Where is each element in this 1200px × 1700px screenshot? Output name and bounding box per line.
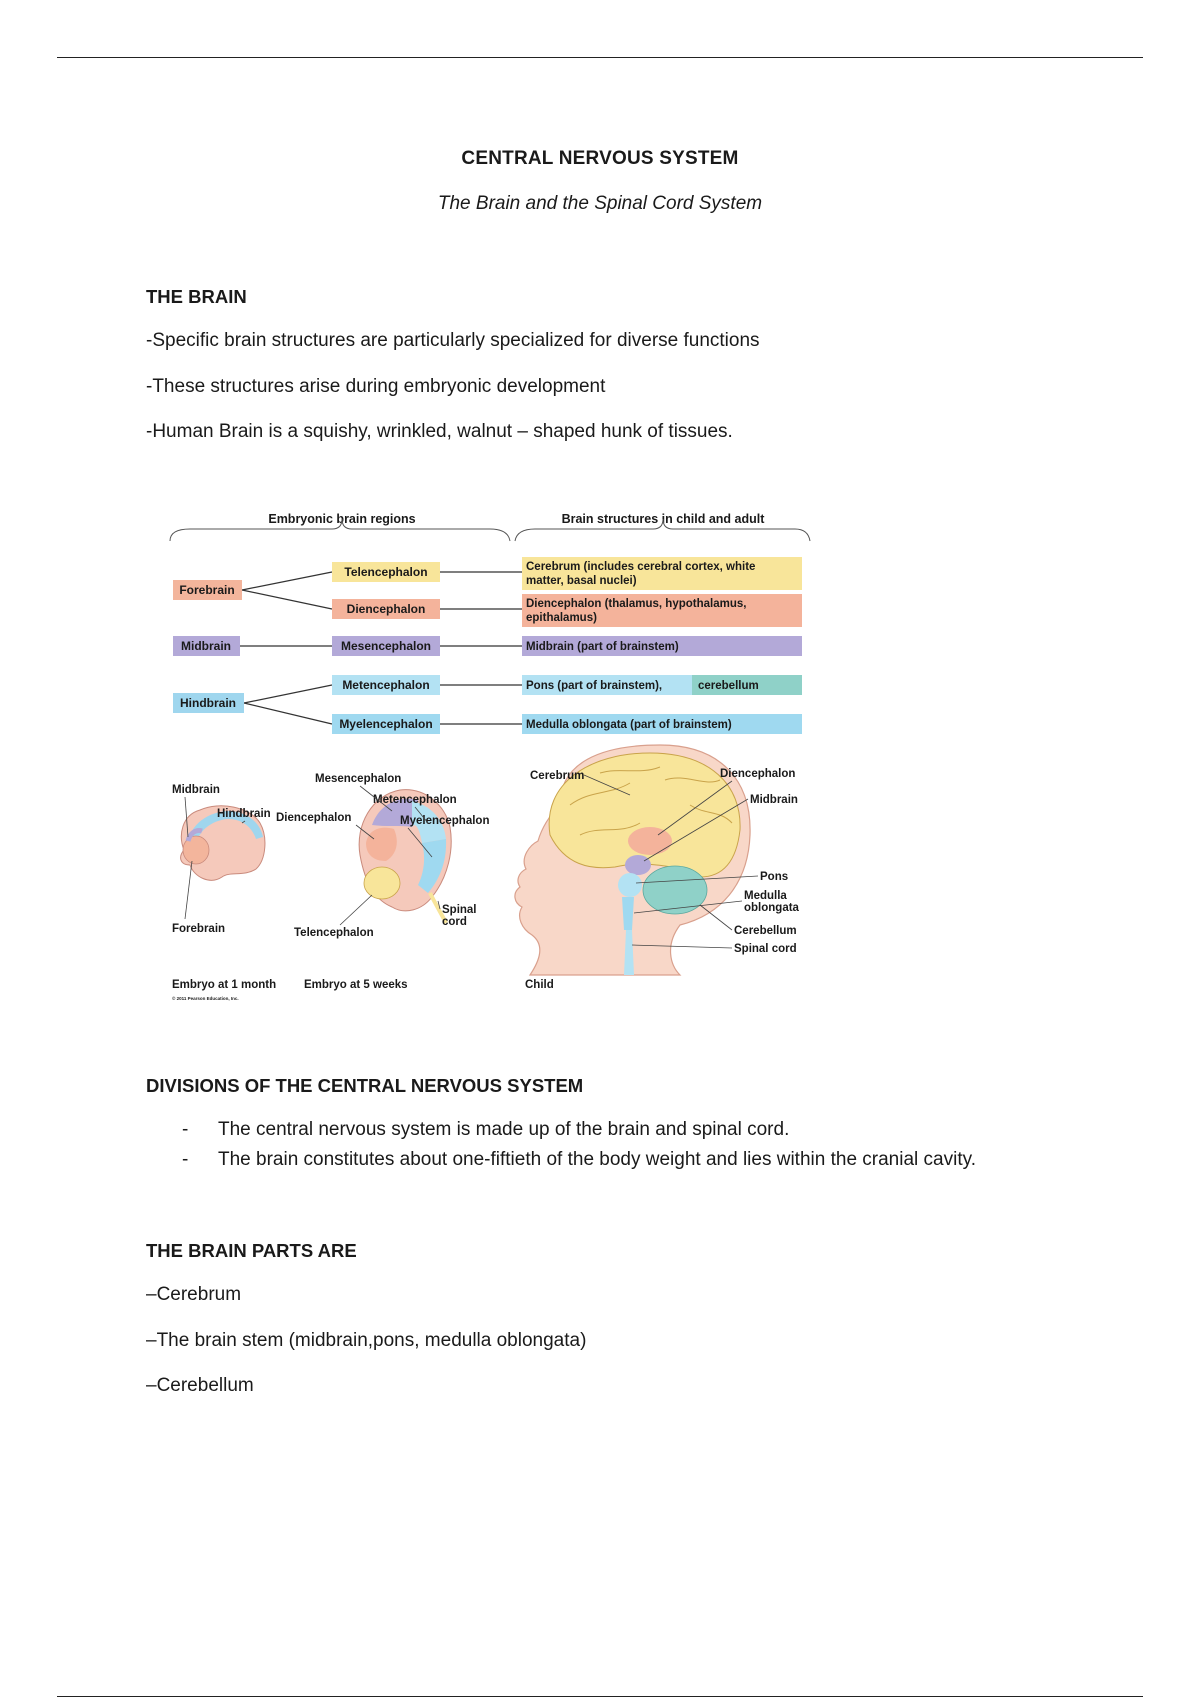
- child-label-medulla-1: Medulla: [744, 890, 787, 902]
- bottom-rule: [57, 1696, 1143, 1697]
- figure-copyright: © 2011 Pearson Education, Inc.: [172, 996, 239, 1001]
- e1-label-hindbrain: Hindbrain: [217, 808, 271, 820]
- child-label-cerebellum: Cerebellum: [734, 925, 797, 937]
- e5-label-diencephalon: Diencephalon: [276, 812, 352, 824]
- header-embryonic: Embryonic brain regions: [268, 512, 416, 526]
- label-hindbrain: Hindbrain: [180, 696, 236, 710]
- e5-label-mesencephalon: Mesencephalon: [315, 773, 402, 785]
- page-title: CENTRAL NERVOUS SYSTEM: [461, 148, 739, 169]
- section-heading-divisions: DIVISIONS OF THE CENTRAL NERVOUS SYSTEM: [146, 1075, 584, 1096]
- brain-line-2: -These structures arise during embryonic development: [146, 376, 606, 397]
- e1-label-forebrain: Forebrain: [172, 923, 226, 935]
- child-caption: Child: [525, 979, 554, 991]
- label-adult-cerebrum-1: Cerebrum (includes cerebral cortex, white: [526, 561, 756, 573]
- list-item: [146, 1115, 976, 1145]
- e5-label-spinal-1: Spinal: [442, 904, 477, 916]
- child-label-midbrain: Midbrain: [750, 794, 798, 806]
- label-telencephalon: Telencephalon: [344, 565, 428, 579]
- label-metencephalon: Metencephalon: [342, 678, 430, 692]
- label-adult-pons: Pons (part of brainstem),: [526, 680, 663, 692]
- brace-right: [515, 519, 810, 541]
- label-adult-medulla: Medulla oblongata (part of brainstem): [526, 719, 732, 731]
- child-label-spinal-cord: Spinal cord: [734, 943, 797, 955]
- child-label-medulla-2: oblongata: [744, 902, 799, 914]
- child-label-diencephalon: Diencephalon: [720, 768, 796, 780]
- brain-part-cerebellum: –Cerebellum: [146, 1375, 254, 1396]
- e1-caption: Embryo at 1 month: [172, 979, 277, 991]
- brain-development-figure: [160, 505, 820, 1015]
- e5-label-metencephalon: Metencephalon: [373, 794, 457, 806]
- e5-label-spinal-2: cord: [442, 916, 467, 928]
- embryo-5-weeks-illustration: [359, 790, 451, 923]
- label-adult-cerebrum-2: matter, basal nuclei): [526, 575, 637, 587]
- brain-line-1: -Specific brain structures are particularly specialized for diverse functions: [146, 330, 760, 351]
- e5-label-myelencephalon: Myelencephalon: [400, 815, 490, 827]
- label-adult-midbrain: Midbrain (part of brainstem): [526, 641, 679, 653]
- label-myelencephalon: Myelencephalon: [339, 717, 433, 731]
- divisions-list: [146, 1115, 976, 1175]
- brain-development-diagram: [160, 505, 820, 1015]
- bullet-dash: -: [182, 1119, 189, 1140]
- top-rule: [57, 57, 1143, 58]
- label-adult-diencephalon-1: Diencephalon (thalamus, hypothalamus,: [526, 598, 747, 610]
- label-mesencephalon: Mesencephalon: [340, 639, 432, 653]
- e5-caption: Embryo at 5 weeks: [304, 979, 408, 991]
- label-forebrain: Forebrain: [179, 583, 235, 597]
- label-diencephalon: Diencephalon: [346, 602, 426, 616]
- label-adult-diencephalon-2: epithalamus): [526, 612, 597, 624]
- brain-line-3: -Human Brain is a squishy, wrinkled, walnut – shaped hunk of tissues.: [146, 421, 733, 442]
- list-item-text: The central nervous system is made up of the brain and spinal cord.: [218, 1119, 790, 1140]
- child-label-pons: Pons: [760, 871, 789, 883]
- child-label-cerebrum: Cerebrum: [530, 770, 585, 782]
- list-item-text: The brain constitutes about one-fiftieth of the body weight and lies within the cranial cavity.: [218, 1149, 976, 1170]
- header-adult: Brain structures in child and adult: [561, 512, 765, 526]
- bullet-dash: -: [182, 1149, 189, 1170]
- label-adult-cerebellum: cerebellum: [698, 680, 759, 692]
- list-item: [146, 1145, 976, 1175]
- e5-label-telencephalon: Telencephalon: [294, 927, 374, 939]
- e1-label-midbrain: Midbrain: [172, 784, 220, 796]
- section-heading-brain-parts: THE BRAIN PARTS ARE: [146, 1240, 357, 1261]
- page-subtitle: The Brain and the Spinal Cord System: [437, 193, 763, 214]
- brain-part-cerebrum: –Cerebrum: [146, 1284, 242, 1305]
- label-midbrain: Midbrain: [181, 639, 231, 653]
- brain-part-brainstem: –The brain stem (midbrain,pons, medulla oblongata): [146, 1330, 587, 1351]
- section-heading-brain: THE BRAIN: [146, 286, 247, 307]
